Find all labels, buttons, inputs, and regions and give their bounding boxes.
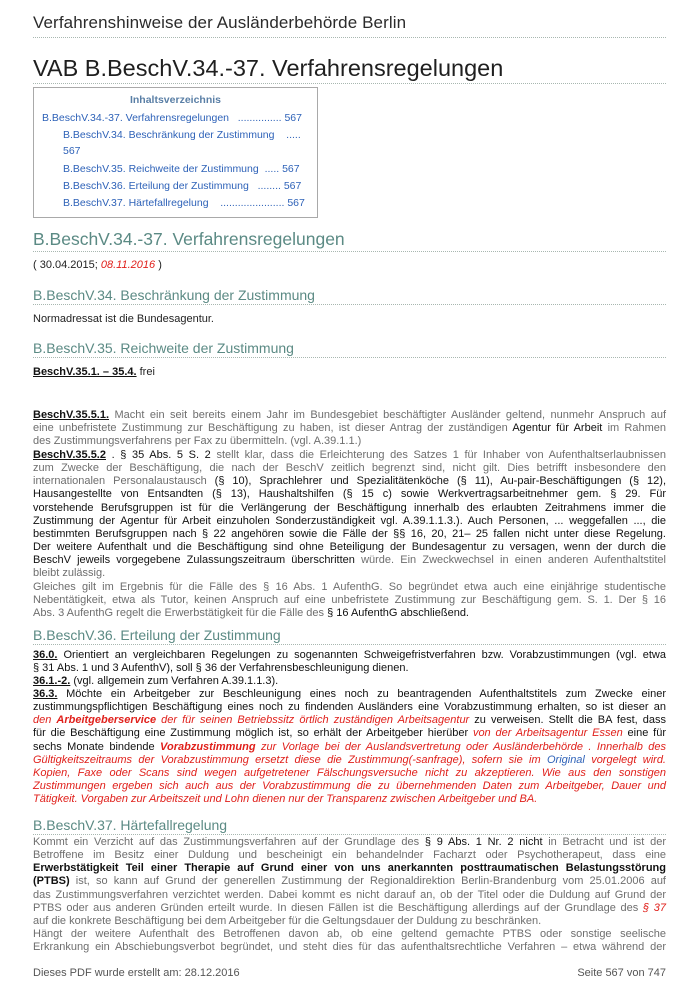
paragraph: BeschV.35.5.2 . § 35 Abs. 5 S. 2 stellt klar, dass die Erleichterung des Satzes 1 für Inhaber von Aufenthaltserlaubnissen zum Zwecke der Beschäftigung, die nach der BeschV zeitlich begrenzt sind, nicht gilt. Dies betrifft insbesondere den internationalen Personalaustausch (§ 10), Sprachlehrer und Spezialitätenköche (§ 11), Au-pair-Beschäftigungen (§ 12), Hausangestellte von Entsandten (§ 13), Haushaltshilfen (§ 15 c) sowie Werkvertragsarbeitnehmer gem. § 29. Für vorstehende Berufsgruppen ist für die Verlängerung der Beschäftigung innerhalb des erlaubten Zeitrahmens immer die Zustimmung der Agentur für Arbeit einzuholen Sonderzuständigkeit vgl. A.39.1.1.3.). Auch Personen, ... weggefallen ..., die bestimmten Berufsgruppen nach § 22 angehören sowie die Fälle der §§ 16, 20, 21– 25 fallen nicht unter diese Regelung. Der weitere Aufenthalt und die Beschäftigung sind ohne Beteiligung der Bundesagentur zu versagen, wenn der durch die BeschV jeweils vorgegebene Zulassungszeitraum überschritten würde. Ein Zweckwechsel in einen anderen Aufenthaltstitel bleibt zulässig. bbox=[33, 449, 667, 580]
section-reference: 36.0. bbox=[33, 649, 58, 661]
section-date: ( 30.04.2015; 08.11.2016 ) bbox=[33, 259, 162, 271]
paragraph: BeschV.35.1. – 35.4. frei bbox=[33, 366, 155, 378]
paragraph: 36.0. Orientiert an vergleichbaren Regelungen zu sogenannten Schweigefristverfahren bzw. Vorabzustimmungen (vgl. etwa § 31 Abs. 1 und 3 AufenthV), soll § 36 der Verfahrensbeschleunigung dienen. bbox=[33, 649, 666, 675]
divider bbox=[33, 83, 666, 84]
site-title: Verfahrenshinweise der Ausländerbehörde Berlin bbox=[33, 13, 407, 32]
page-title: VAB B.BeschV.34.-37. Verfahrensregelungen bbox=[33, 55, 504, 81]
divider bbox=[33, 644, 666, 645]
footer-created-date: Dieses PDF wurde erstellt am: 28.12.2016 bbox=[33, 967, 240, 979]
toc-entry[interactable]: B.BeschV.34.-37. Verfahrensregelungen ............... 567 bbox=[42, 112, 302, 124]
divider bbox=[33, 304, 666, 305]
section-reference: 36.1.-2. bbox=[33, 675, 71, 687]
section-heading: B.BeschV.34.-37. Verfahrensregelungen bbox=[33, 229, 345, 249]
toc-entry[interactable]: B.BeschV.35. Reichweite der Zustimmung ..... 567 bbox=[63, 163, 300, 175]
toc-entry[interactable]: B.BeschV.37. Härtefallregelung ...................... 567 bbox=[63, 197, 305, 209]
section-reference: 36.3. bbox=[33, 688, 58, 700]
paragraph: 36.3. Möchte ein Arbeitgeber zur Beschleunigung eines noch zu beantragenden Aufenthaltstitels zum Zwecke einer zustimmungspflichtigen Beschäftigung eines noch zu findenden Ausländers eine Vorabzustimmung erhalten, so ist dieser an den Arbeitgeberservice der für seinen Betriebssitz örtlich zuständigen Arbeitsagentur zu verweisen. Stellt die BA fest, dass für die Beschäftigung eine Zustimmung möglich ist, so erhält der Arbeitgeber hierüber von der Arbeitsagentur Essen eine für sechs Monate bindende Vorabzustimmung zur Vorlage bei der Auslandsvertretung oder Ausländerbehörde . Innerhalb des Gültigkeitszeitraums der Vorabzustimmung ersetzt diese die Zustimmung(-sanfrage), sofern sie im Original vorgelegt wird. Kopien, Faxe oder Scans sind wegen aufgetretener Fälschungsversuche nicht zu akzeptieren. Wie aus den sonstigen Zustimmungen ergeben sich auch aus der Vorabzustimmung die zu übernehmenden Daten zum Arbeitgeber, Dauer und Tätigkeit. Vorgaben zur Arbeitszeit und Lohn dienen nur der Transparenz zwischen Arbeitgeber und BA. bbox=[33, 688, 666, 806]
divider bbox=[33, 357, 666, 358]
footer-page-number: Seite 567 von 747 bbox=[577, 967, 666, 979]
section-heading: B.BeschV.34. Beschränkung der Zustimmung bbox=[33, 287, 315, 303]
section-heading: B.BeschV.36. Erteilung der Zustimmung bbox=[33, 627, 281, 643]
section-heading: B.BeschV.35. Reichweite der Zustimmung bbox=[33, 340, 294, 356]
paragraph: Normadressat ist die Bundesagentur. bbox=[33, 313, 214, 325]
toc-entry[interactable]: B.BeschV.34. Beschränkung der Zustimmung ..... bbox=[63, 129, 301, 141]
paragraph: 36.1.-2. (vgl. allgemein zum Verfahren A.39.1.1.3). bbox=[33, 675, 279, 687]
toc-entry[interactable]: B.BeschV.36. Erteilung der Zustimmung ........ 567 bbox=[63, 180, 302, 192]
divider bbox=[33, 251, 666, 252]
section-reference: BeschV.35.1. – 35.4. bbox=[33, 366, 137, 378]
section-reference: BeschV.35.5.2 bbox=[33, 449, 106, 461]
section-reference: BeschV.35.5.1. bbox=[33, 409, 110, 421]
paragraph: Gleiches gilt im Ergebnis für die Fälle des § 16 Abs. 1 AufenthG. So begründet etwa auch eine einjährige studentische Nebentätigkeit, etwa als Tutor, keinen Anspruch auf eine unbefristete Zustimmung zur Beschäftigung gem. S. 1. Der § 16 Abs. 3 AufenthG regelt die Erwerbstätigkeit für die Fälle des § 16 AufenthG abschließend. bbox=[33, 581, 666, 620]
original-link[interactable]: Original bbox=[546, 753, 585, 766]
divider bbox=[33, 37, 666, 38]
divider bbox=[33, 834, 666, 835]
paragraph: Kommt ein Verzicht auf das Zustimmungsverfahren auf der Grundlage des § 9 Abs. 1 Nr. 2 nicht in Betracht und ist der Betroffene im Besitz einer Duldung und bescheinigt ein behandelnder Facharzt oder Psychotherapeut, dass eine Erwerbstätigkeit Teil einer Therapie auf Grund einer von uns anerkannten posttraumatischen Belastungsstörung (PTBS) ist, so kann auf Grund der generellen Zustimmung der Regionaldirektion Berlin-Brandenburg vom 25.01.2006 auf das Zustimmungsverfahren verzichtet werden. Dabei kommt es nicht darauf an, ob der Titel oder die Duldung auf Grund der PTBS oder aus anderen Gründen erteilt wurde. In diesen Fällen ist die Beschäftigung allerdings auf der Grundlage des § 37 auf die konkrete Beschäftigung bei dem Arbeitgeber für die Geltungsdauer der Duldung zu beschränken. Hängt der weitere Aufenthalt des Betroffenen davon ab, ob eine geltend gemachte PTBS oder sonstige seelische Erkrankung ein Abschiebungsverbot begründet, und steht dies für das aufenthaltsrechtliche Verfahren – etwa während der bbox=[33, 836, 666, 954]
paragraph: BeschV.35.5.1. Macht ein seit bereits einem Jahr im Bundesgebiet beschäftigter Ausländer geltend, nunmehr Anspruch auf eine unbefristete Zustimmung zur Beschäftigung zu haben, ist dieser Antrag der zuständigen Agentur für Arbeit im Rahmen des Zustimmungsverfahrens per Fax zu übermitteln. (vgl. A.39.1.1.) bbox=[33, 409, 666, 448]
toc-entry-page[interactable]: 567 bbox=[63, 145, 81, 157]
section-heading: B.BeschV.37. Härtefallregelung bbox=[33, 817, 228, 833]
toc-heading: Inhaltsverzeichnis bbox=[129, 94, 222, 106]
table-of-contents bbox=[33, 87, 318, 218]
